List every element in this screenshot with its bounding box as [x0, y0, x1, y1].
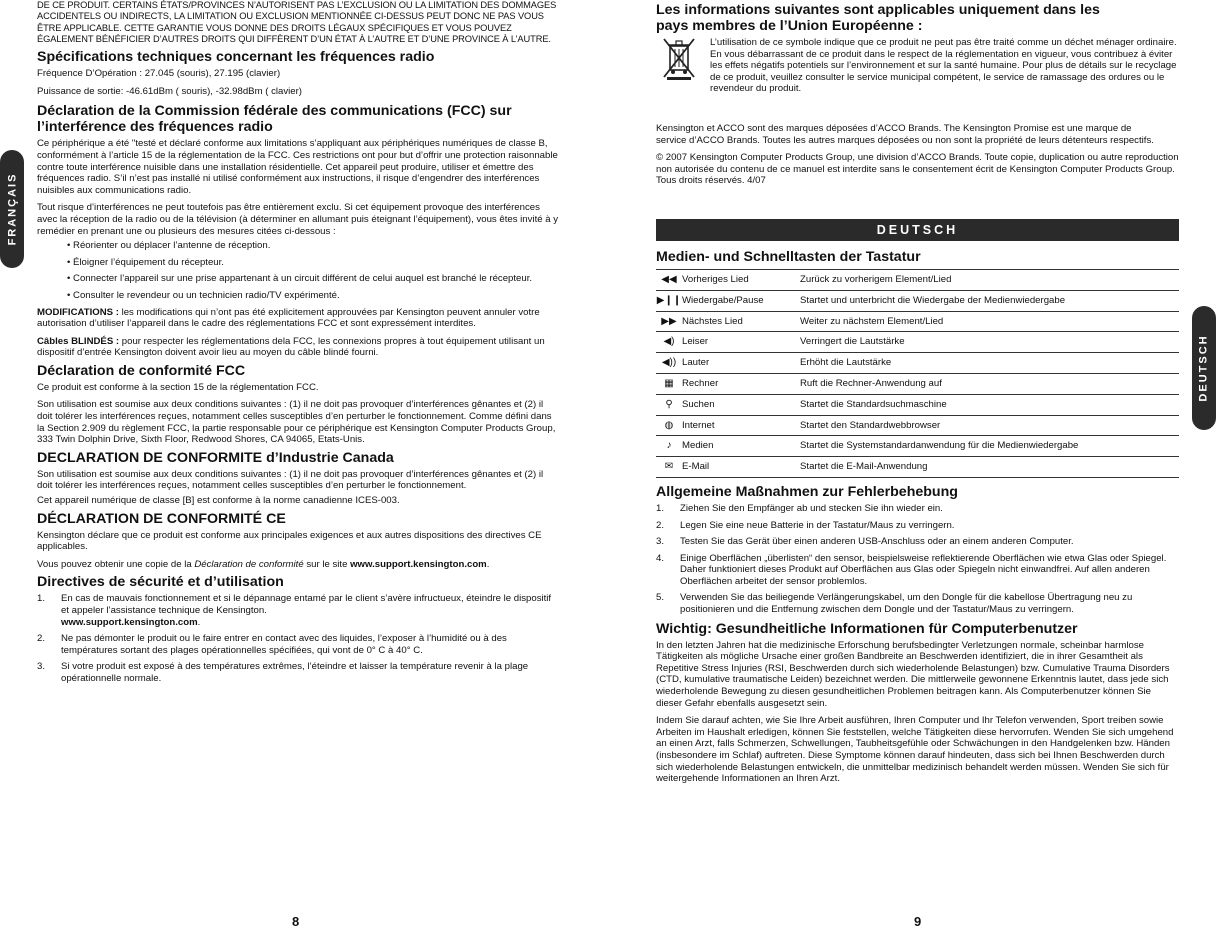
deutsch-section-banner: DEUTSCH [656, 219, 1179, 241]
list-number: 3. [37, 661, 46, 673]
key-name: E-Mail [682, 457, 800, 478]
eu-heading: Les informations suivantes sont applicables uniquement dans les pays membres de l’Union Européenne : [656, 2, 1100, 34]
table-row [656, 290, 1179, 311]
list-text: Testen Sie das Gerät über einen anderen USB-Anschluss oder an einem anderen Computer. [680, 536, 1074, 548]
key-name: Internet [682, 415, 800, 436]
table-row [656, 373, 1179, 394]
key-description: Zurück zu vorherigem Element/Lied [800, 269, 1179, 290]
table-row [656, 269, 1179, 290]
list-number: 1. [37, 593, 46, 605]
table-row [656, 457, 1179, 478]
support-website-link[interactable]: www.support.kensington.com [61, 616, 198, 628]
list-text: Legen Sie eine neue Batterie in der Tastatur/Maus zu verringern. [680, 519, 955, 531]
fcc-paragraph-2: Tout risque d’interférences ne peut toutefois pas être entièrement exclu. Si cet équipement provoque des interférences avec la réception de la radio ou de la télévision (à déterminer en allumant puis éteignant l’équipement), vous êtes invité à y remédier en prenant une ou plusieurs des mesures citées ci-dessous : [37, 202, 559, 237]
list-number: 4. [656, 552, 665, 564]
key-name: Nächstes Lied [682, 311, 800, 332]
health-paragraph-2: Indem Sie darauf achten, wie Sie Ihre Arbeit ausführen, Ihren Computer und Ihr Telefon verwenden, Sport treiben sowie Arbeiten im Haushalt erledigen, können Sie feststellen, welche Tätigkeiten diese hervorrufen. Wenden Sie sich umgehend an einen Arzt, falls Schmerzen, Schwellungen, Taubheitsgefühle oder Schwächungen in den Handgelenken bzw. Händen (insbesondere im Schlaf) auftreten. Diese Symptome können darauf hindeuten, dass sich bei Ihnen Beschwerden durch sich wiederholende Belastungen entwickeln, die unmittelbar medizinisch behandelt werden müssen. Wenden Sie sich für weitergehende Informationen an Ihren Arzt. [656, 715, 1174, 785]
language-tab-label: FRANÇAIS [6, 172, 18, 246]
modifications-label: MODIFICATIONS : [37, 306, 119, 318]
fcc-conformity-heading: Déclaration de conformité FCC [37, 362, 246, 379]
fcc-measures-list [37, 240, 559, 301]
search-icon: ⚲ [656, 394, 682, 415]
ce-text-2: sur le site [303, 558, 351, 570]
list-item [656, 553, 1179, 588]
modifications-text: les modifications qui n’ont pas été explicitement approuvées par Kensington peuvent annuler votre autorisation d’utiliser l’appareil dans le cadre des réglementations FCC et sont expressément interdites. [37, 306, 540, 330]
key-description: Startet den Standardwebbrowser [800, 415, 1179, 436]
calculator-icon: ▦ [656, 373, 682, 394]
fcc-conformity-paragraph-1: Ce produit est conforme à la section 15 de la réglementation FCC. [37, 381, 319, 393]
envelope-icon: ✉ [656, 457, 682, 478]
list-item [37, 633, 559, 656]
key-name: Lauter [682, 353, 800, 374]
health-heading: Wichtig: Gesundheitliche Informationen für Computerbenutzer [656, 620, 1078, 637]
key-name: Leiser [682, 332, 800, 353]
modifications-paragraph [37, 307, 559, 330]
volume-down-icon: ◀) [656, 332, 682, 353]
list-number: 1. [656, 502, 665, 514]
list-text: Ne pas démonter le produit ou le faire entrer en contact avec des liquides, l’exposer à l’humidité ou à des températures sortant des plages opérationnelles spécifiées, qui vont de 0° C à 40° C. [61, 633, 507, 656]
table-row [656, 436, 1179, 457]
key-description: Startet die E-Mail-Anwendung [800, 457, 1179, 478]
key-name: Rechner [682, 373, 800, 394]
list-text: Verwenden Sie das beiliegende Verlängerungskabel, um den Dongle für die kabellose Übertragung neu zu positionieren und die Entfernung zwischen dem Dongle und der Tastatur/Maus zu verringern. [680, 592, 1133, 616]
troubleshooting-list [656, 503, 1179, 616]
language-tab-francais [0, 150, 24, 268]
table-row [656, 394, 1179, 415]
list-item: • Réorienter ou déplacer l’antenne de réception. [67, 240, 271, 252]
list-item [656, 503, 1179, 515]
safety-heading: Directives de sécurité et d’utilisation [37, 574, 284, 591]
shielded-cables-text: pour respecter les réglementations dela FCC, les connexions propres à tout équipement utilisant un dispositif d’entrée Kensington doivent avoir lieu au moyen du câble blindé fourni. [37, 335, 545, 359]
safety-list [37, 593, 559, 684]
volume-up-icon: ◀)) [656, 353, 682, 374]
list-number: 2. [37, 633, 46, 645]
safety-item-text: En cas de mauvais fonctionnement et si le dépannage entamé par le client s’avère infructueux, éteindre le dispositif et appeler l’assistance technique de Kensington. [61, 593, 552, 616]
industry-canada-paragraph-1: Son utilisation est soumise aux deux conditions suivantes : (1) il ne doit pas provoquer d’interférences gênantes et (2) il doit tolérer les interférences reçues, notamment celles susceptibles d’en perturber le fonctionnement. [37, 468, 544, 492]
key-description: Startet die Systemstandardanwendung für die Medienwiedergabe [800, 436, 1179, 457]
key-description: Verringert die Lautstärke [800, 332, 1179, 353]
list-item [656, 520, 1179, 532]
list-item [656, 592, 1179, 615]
ce-paragraph-1: Kensington déclare que ce produit est conforme aux principales exigences et aux autres dispositions des directives CE applicables. [37, 529, 542, 553]
key-description: Startet und unterbricht die Wiedergabe der Medienwiedergabe [800, 290, 1179, 311]
media-keys-table [656, 269, 1179, 478]
table-row [656, 311, 1179, 332]
list-text: Si votre produit est exposé à des températures extrêmes, l’éteindre et laisser la température revenir à la plage opérationnelle normale. [61, 661, 529, 684]
industry-canada-paragraph-2: Cet appareil numérique de classe [B] est conforme à la norme canadienne ICES-003. [37, 495, 400, 507]
ce-text-3: . [486, 558, 490, 570]
list-number: 2. [656, 519, 665, 531]
shielded-cables-paragraph [37, 336, 559, 359]
rf-frequency: Fréquence D’Opération : 27.045 (souris), 27.195 (clavier) [37, 68, 281, 80]
troubleshooting-heading: Allgemeine Maßnahmen zur Fehlerbehebung [656, 483, 958, 500]
rf-specs-heading: Spécifications techniques concernant les fréquences radio [37, 49, 435, 66]
music-note-icon: ♪ [656, 436, 682, 457]
table-row [656, 353, 1179, 374]
ce-declaration-title: Déclaration de conformité [194, 558, 304, 570]
crossed-bin-icon [656, 37, 702, 89]
key-description: Weiter zu nächstem Element/Lied [800, 311, 1179, 332]
play-pause-icon: ▶❙❙ [656, 290, 682, 311]
language-tab-label: DEUTSCH [1198, 334, 1211, 402]
fcc-paragraph-1: Ce périphérique a été "testé et déclaré conforme aux limitations s’appliquant aux périphériques numériques de classe B, conformément à l’article 15 de la réglementation de la FCC. Ces restrictions ont pour but d’offrir une protection raisonnable contre toute interférence nuisible dans une installation résidentielle. Cet appareil peut produire, utiliser et émettre des fréquences radio. S’il n’est pas installé ni utilisé conformément aux instructions, il risque d’engendrer des interférences nuisibles aux communications radio. [37, 138, 558, 196]
list-text: Einige Oberflächen „überlisten“ den sensor, beispielsweise reflektierende Oberflächen wie etwa Glas oder Spiegel. Daher funktioniert dieses Produkt auf Oberflächen aus Glas oder Spiegeln nicht einwandfrei. Auf allen anderen Oberflächen arbeitet der sensor problemlos. [680, 552, 1167, 587]
list-item [37, 593, 559, 628]
list-text [61, 593, 559, 628]
previous-track-icon: ◀◀ [656, 269, 682, 290]
warranty-caps-text: DE CE PRODUIT. CERTAINS ÉTATS/PROVINCES N’AUTORISENT PAS L’EXCLUSION OU LA LIMITATION DES DOMMAGES ACCIDENTELS OU INDIRECTS, LA LIMITATION OU EXCLUSION MENTIONNÉE CI-DESSUS PEUT DONC NE PAS VOUS ÊTRE APPLICABLE. CETTE GARANTIE VOUS DONNE DES DROITS LÉGAUX SPÉCIFIQUES ET VOUS POUVEZ ÉGALEMENT BÉNÉFICIER D’AUTRES DROITS QUI DIFFÈRENT D’UN ÉTAT À L’AUTRE ET D’UNE PROVINCE À L’AUTRE. [37, 0, 557, 44]
list-item [656, 536, 1179, 548]
key-name: Medien [682, 436, 800, 457]
key-name: Wiedergabe/Pause [682, 290, 800, 311]
key-description: Erhöht die Lautstärke [800, 353, 1179, 374]
key-description: Ruft die Rechner-Anwendung auf [800, 373, 1179, 394]
right-column [656, 0, 1179, 788]
key-name: Vorheriges Lied [682, 269, 800, 290]
table-row [656, 415, 1179, 436]
globe-icon: ◍ [656, 415, 682, 436]
next-track-icon: ▶▶ [656, 311, 682, 332]
list-item: • Connecter l’appareil sur une prise appartenant à un circuit différent de celui auquel est branché le récepteur. [67, 273, 533, 285]
list-item [37, 661, 559, 684]
language-tab-deutsch [1192, 306, 1216, 430]
left-column [37, 0, 559, 690]
weee-notice [656, 37, 1179, 95]
trademark-notice: Kensington et ACCO sont des marques déposées d’ACCO Brands. The Kensington Promise est une marque de service d’ACCO Brands. Toutes les autres marques déposées ou non sont la propriété de leurs détenteurs respectifs. [656, 122, 1154, 146]
page-number: 9 [914, 914, 922, 929]
shielded-cables-label: Câbles BLINDÉS : [37, 335, 120, 347]
ce-conformity-heading: DÉCLARATION DE CONFORMITÉ CE [37, 510, 286, 527]
table-row [656, 332, 1179, 353]
weee-text: L’utilisation de ce symbole indique que ce produit ne peut pas être traité comme un déchet ménager ordinaire. En vous débarrassant de ce produit dans le respect de la réglementation en vigueur, vous contribuez à éviter les effets négatifs potentiels sur l’environnement et sur la santé humaine. Pour plus de détails sur le recyclage de ce produit, veuillez consulter le service municipal compétent, le service de ramassage des ordures ou le revendeur du produit. [710, 37, 1177, 95]
list-number: 3. [656, 536, 665, 548]
health-paragraph-1: In den letzten Jahren hat die medizinische Erforschung berufsbedingter Verletzungen normale, scheinbar harmlose Tätigkeiten als mögliche Ursache einer großen Bandbreite an Beschwerden identifiziert, die in ihrer Gesamtheit als Repetitive Stress Injuries (RSI, Beschwerden durch sich wiederholende Belastungen) bzw. Cumulative Trauma Disorders (CTD, kumulative traumatische Leiden) bezeichnet werden. Die mittlerweile gewonnene Erkenntnis lautet, dass jede sich wiederholende Bewegung zu diesen gesundheitlichen Problemen beitragen kann. Als Computerbenutzer können Sie dieser Gefahr ebenfalls ausgesetzt sein. [656, 639, 1170, 709]
support-website-link[interactable]: www.support.kensington.com [350, 558, 487, 570]
ce-text-1: Vous pouvez obtenir une copie de la [37, 558, 195, 570]
list-text: Ziehen Sie den Empfänger ab und stecken Sie ihn wieder ein. [680, 502, 943, 514]
copyright-notice: © 2007 Kensington Computer Products Group, une division d’ACCO Brands. Toute copie, duplication ou autre reproduction non autorisée du contenu de ce manuel est interdite sans le consentement écrit de Kensington Computer Products Group. Tous droits réservés. 4/07 [656, 152, 1179, 187]
list-item: • Consulter le revendeur ou un technicien radio/TV expérimenté. [67, 289, 340, 301]
ce-paragraph-2 [37, 559, 559, 571]
industry-canada-heading: DECLARATION DE CONFORMITE d’Industrie Canada [37, 449, 394, 466]
key-name: Suchen [682, 394, 800, 415]
key-description: Startet die Standardsuchmaschine [800, 394, 1179, 415]
page-number: 8 [292, 914, 300, 929]
list-number: 5. [656, 592, 665, 604]
media-keys-heading: Medien- und Schnelltasten der Tastatur [656, 248, 921, 265]
rf-output-power: Puissance de sortie: -46.61dBm ( souris), -32.98dBm ( clavier) [37, 85, 302, 97]
fcc-conformity-paragraph-2: Son utilisation est soumise aux deux conditions suivantes : (1) il ne doit pas provoquer d’interférences gênantes et (2) il doit tolérer les interférences reçues, notamment celles susceptibles d’en perturber le fonctionnement. Comme défini dans la Section 2.909 du règlement FCC, la partie responsable pour ce périphérique est Kensington Computer Products Group, 333 Twin Dolphin Drive, Sixth Floor, Redwood Shores, CA 94065, Etats-Unis. [37, 399, 556, 446]
list-item: • Éloigner l’équipement du récepteur. [67, 256, 224, 268]
fcc-heading: Déclaration de la Commission fédérale des communications (FCC) sur l’interférence des fréquences radio [37, 103, 512, 136]
safety-item-end: . [197, 616, 201, 628]
page-right [608, 0, 1216, 930]
